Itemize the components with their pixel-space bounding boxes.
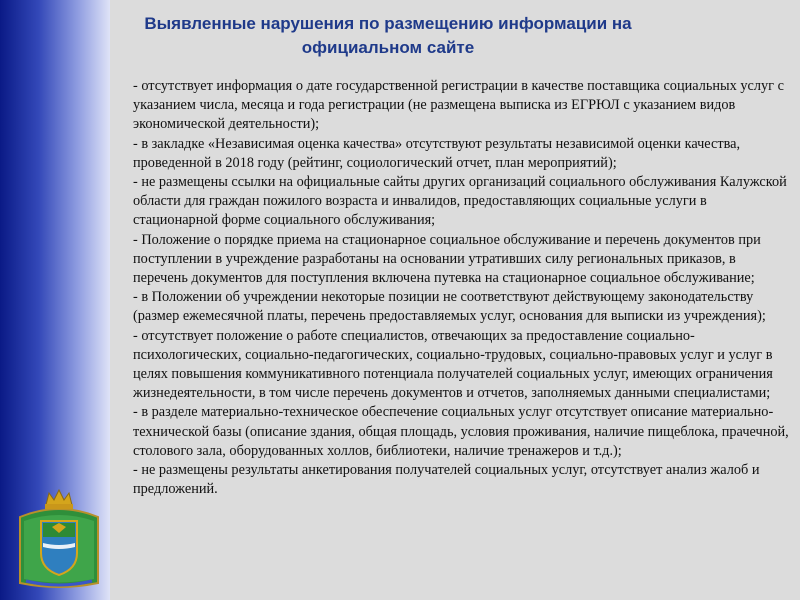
violation-item: - в разделе материально-техническое обеспечение социальных услуг отсутствует описание материально-технической базы (описание здания, общая площадь, условия проживания, наличие пищеблока, прачечной, столового зала, оборудованных холлов, библиотеки, наличие тренажеров и т.д.); — [133, 404, 789, 459]
violations-list — [133, 77, 789, 499]
violation-item: - в закладке «Независимая оценка качества» отсутствуют результаты независимой оценки качества, проведенной в 2018 году (рейтинг, социологический отчет, план мероприятий); — [133, 135, 741, 171]
kaluga-region-coat-of-arms-icon — [16, 487, 102, 591]
slide-title — [118, 12, 658, 60]
violation-item: - отсутствует положение о работе специалистов, отвечающих за предоставление социально-психологических, социально-педагогических, социально-трудовых, социально-правовых услуг и услуг в целях повышения коммуникативного потенциала получателей социальных услуг, имеющих ограничения жизнедеятельности, в том числе перечень документов и отчетов, заполняемых данными специалистами; — [133, 327, 773, 402]
slide-title-line-1: Выявленные нарушения по размещению информации на — [144, 14, 632, 33]
violation-item: - не размещены ссылки на официальные сайты других организаций социального обслуживания Калужской области для граждан пожилого возраста и инвалидов, предоставляющих социальные услуги в стационарной форме социального обслуживания; — [133, 174, 787, 229]
violation-item: - в Положении об учреждении некоторые позиции не соответствуют действующему законодательству (размер ежемесячной платы, перечень предоставляемых услуг, основания для выписки из учреждения); — [133, 289, 766, 325]
slide-title-line-2: официальном сайте — [301, 38, 475, 57]
violation-item: - отсутствует информация о дате государственной регистрации в качестве поставщика социальных услуг с указанием числа, месяца и года регистрации (не размещена выписка из ЕГРЮЛ с указанием видов экономической деятельности); — [133, 78, 784, 133]
violation-item: - не размещены результаты анкетирования получателей социальных услуг, отсутствует анализ жалоб и предложений. — [133, 462, 760, 498]
violation-item: - Положение о порядке приема на стационарное социальное обслуживание и перечень документов при поступлении в учреждение разработаны на основании утративших силу региональных приказов, в перечень документов для поступления включена путевка на стационарное социальное обслуживание; — [133, 231, 761, 287]
